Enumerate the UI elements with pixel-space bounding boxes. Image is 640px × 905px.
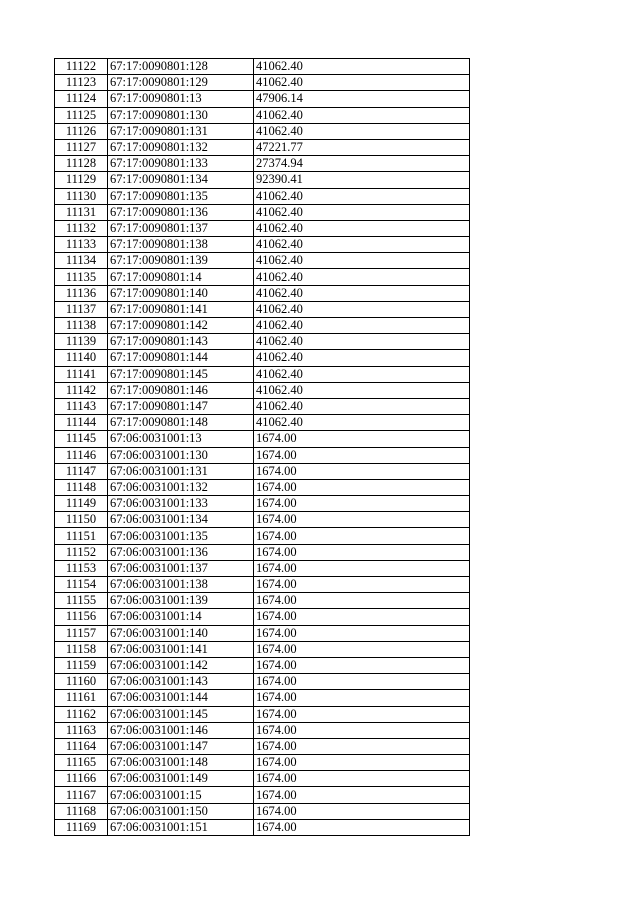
row-number-cell: 11145 xyxy=(55,431,108,447)
table-row xyxy=(55,755,470,771)
row-number-cell: 11135 xyxy=(55,269,108,285)
cadastral-number-cell: 67:17:0090801:132 xyxy=(108,139,254,155)
row-number-cell: 11152 xyxy=(55,544,108,560)
cadastral-number-cell: 67:06:0031001:141 xyxy=(108,641,254,657)
cadastral-value-cell: 41062.40 xyxy=(254,366,470,382)
table-row xyxy=(55,301,470,317)
cadastral-number-cell: 67:06:0031001:149 xyxy=(108,771,254,787)
table-row xyxy=(55,463,470,479)
row-number-cell: 11154 xyxy=(55,577,108,593)
cadastral-number-cell: 67:06:0031001:15 xyxy=(108,787,254,803)
cadastral-value-cell: 1674.00 xyxy=(254,544,470,560)
table-row xyxy=(55,334,470,350)
row-number-cell: 11155 xyxy=(55,593,108,609)
table-row xyxy=(55,59,470,75)
table-row xyxy=(55,819,470,835)
cadastral-value-cell: 1674.00 xyxy=(254,706,470,722)
cadastral-value-cell: 1674.00 xyxy=(254,431,470,447)
table-row xyxy=(55,139,470,155)
cadastral-number-cell: 67:17:0090801:131 xyxy=(108,123,254,139)
cadastral-value-cell: 41062.40 xyxy=(254,107,470,123)
table-row xyxy=(55,771,470,787)
row-number-cell: 11164 xyxy=(55,738,108,754)
cadastral-number-cell: 67:17:0090801:13 xyxy=(108,91,254,107)
row-number-cell: 11130 xyxy=(55,188,108,204)
table-row xyxy=(55,609,470,625)
row-number-cell: 11166 xyxy=(55,771,108,787)
cadastral-value-cell: 1674.00 xyxy=(254,463,470,479)
table-row xyxy=(55,706,470,722)
cadastral-value-cell: 1674.00 xyxy=(254,479,470,495)
cadastral-value-cell: 1674.00 xyxy=(254,674,470,690)
cadastral-number-cell: 67:17:0090801:139 xyxy=(108,253,254,269)
cadastral-number-cell: 67:17:0090801:14 xyxy=(108,269,254,285)
cadastral-value-cell: 41062.40 xyxy=(254,350,470,366)
cadastral-number-cell: 67:17:0090801:136 xyxy=(108,204,254,220)
cadastral-value-cell: 1674.00 xyxy=(254,560,470,576)
row-number-cell: 11129 xyxy=(55,172,108,188)
cadastral-number-cell: 67:06:0031001:148 xyxy=(108,755,254,771)
row-number-cell: 11157 xyxy=(55,625,108,641)
table-row xyxy=(55,237,470,253)
cadastral-value-cell: 1674.00 xyxy=(254,496,470,512)
cadastral-number-cell: 67:06:0031001:145 xyxy=(108,706,254,722)
table-row xyxy=(55,91,470,107)
row-number-cell: 11124 xyxy=(55,91,108,107)
table-row xyxy=(55,690,470,706)
cadastral-number-cell: 67:06:0031001:143 xyxy=(108,674,254,690)
cadastral-value-cell: 1674.00 xyxy=(254,803,470,819)
cadastral-value-cell: 1674.00 xyxy=(254,755,470,771)
cadastral-number-cell: 67:06:0031001:13 xyxy=(108,431,254,447)
cadastral-number-cell: 67:17:0090801:140 xyxy=(108,285,254,301)
cadastral-number-cell: 67:17:0090801:138 xyxy=(108,237,254,253)
cadastral-value-cell: 1674.00 xyxy=(254,609,470,625)
row-number-cell: 11167 xyxy=(55,787,108,803)
cadastral-value-cell: 92390.41 xyxy=(254,172,470,188)
cadastral-number-cell: 67:17:0090801:144 xyxy=(108,350,254,366)
table-row xyxy=(55,479,470,495)
table-row xyxy=(55,188,470,204)
cadastral-value-cell: 1674.00 xyxy=(254,447,470,463)
row-number-cell: 11149 xyxy=(55,496,108,512)
table-row xyxy=(55,593,470,609)
table-row xyxy=(55,366,470,382)
row-number-cell: 11123 xyxy=(55,75,108,91)
table-row xyxy=(55,285,470,301)
cadastral-number-cell: 67:06:0031001:134 xyxy=(108,512,254,528)
table-row xyxy=(55,722,470,738)
row-number-cell: 11138 xyxy=(55,318,108,334)
table-row xyxy=(55,641,470,657)
cadastral-number-cell: 67:06:0031001:138 xyxy=(108,577,254,593)
table-row xyxy=(55,625,470,641)
row-number-cell: 11148 xyxy=(55,479,108,495)
table-row xyxy=(55,220,470,236)
row-number-cell: 11160 xyxy=(55,674,108,690)
row-number-cell: 11156 xyxy=(55,609,108,625)
cadastral-value-cell: 1674.00 xyxy=(254,771,470,787)
cadastral-value-cell: 41062.40 xyxy=(254,59,470,75)
cadastral-value-cell: 1674.00 xyxy=(254,625,470,641)
row-number-cell: 11137 xyxy=(55,301,108,317)
row-number-cell: 11144 xyxy=(55,415,108,431)
table-row xyxy=(55,382,470,398)
table-row xyxy=(55,738,470,754)
row-number-cell: 11158 xyxy=(55,641,108,657)
cadastral-number-cell: 67:17:0090801:133 xyxy=(108,156,254,172)
table-row xyxy=(55,204,470,220)
cadastral-number-cell: 67:06:0031001:132 xyxy=(108,479,254,495)
row-number-cell: 11151 xyxy=(55,528,108,544)
cadastral-value-cell: 1674.00 xyxy=(254,593,470,609)
row-number-cell: 11125 xyxy=(55,107,108,123)
row-number-cell: 11133 xyxy=(55,237,108,253)
cadastral-number-cell: 67:17:0090801:141 xyxy=(108,301,254,317)
row-number-cell: 11161 xyxy=(55,690,108,706)
row-number-cell: 11140 xyxy=(55,350,108,366)
row-number-cell: 11162 xyxy=(55,706,108,722)
cadastral-number-cell: 67:17:0090801:135 xyxy=(108,188,254,204)
cadastral-number-cell: 67:17:0090801:128 xyxy=(108,59,254,75)
cadastral-value-cell: 41062.40 xyxy=(254,123,470,139)
table-row xyxy=(55,787,470,803)
cadastral-number-cell: 67:17:0090801:145 xyxy=(108,366,254,382)
cadastral-number-cell: 67:17:0090801:129 xyxy=(108,75,254,91)
cadastral-value-cell: 41062.40 xyxy=(254,220,470,236)
cadastral-value-table xyxy=(54,58,470,836)
table-body xyxy=(55,59,470,836)
table-row xyxy=(55,447,470,463)
cadastral-number-cell: 67:06:0031001:140 xyxy=(108,625,254,641)
cadastral-number-cell: 67:06:0031001:14 xyxy=(108,609,254,625)
row-number-cell: 11141 xyxy=(55,366,108,382)
cadastral-value-cell: 1674.00 xyxy=(254,657,470,673)
cadastral-value-cell: 41062.40 xyxy=(254,269,470,285)
cadastral-number-cell: 67:17:0090801:137 xyxy=(108,220,254,236)
cadastral-value-cell: 1674.00 xyxy=(254,512,470,528)
table-row xyxy=(55,269,470,285)
cadastral-number-cell: 67:17:0090801:147 xyxy=(108,398,254,414)
cadastral-number-cell: 67:06:0031001:144 xyxy=(108,690,254,706)
cadastral-value-cell: 1674.00 xyxy=(254,577,470,593)
cadastral-value-cell: 41062.40 xyxy=(254,188,470,204)
row-number-cell: 11139 xyxy=(55,334,108,350)
cadastral-number-cell: 67:06:0031001:142 xyxy=(108,657,254,673)
cadastral-value-cell: 1674.00 xyxy=(254,641,470,657)
cadastral-value-cell: 27374.94 xyxy=(254,156,470,172)
cadastral-number-cell: 67:06:0031001:139 xyxy=(108,593,254,609)
table-row xyxy=(55,512,470,528)
table-row xyxy=(55,544,470,560)
row-number-cell: 11142 xyxy=(55,382,108,398)
row-number-cell: 11128 xyxy=(55,156,108,172)
row-number-cell: 11132 xyxy=(55,220,108,236)
row-number-cell: 11150 xyxy=(55,512,108,528)
cadastral-number-cell: 67:06:0031001:135 xyxy=(108,528,254,544)
cadastral-number-cell: 67:17:0090801:146 xyxy=(108,382,254,398)
row-number-cell: 11146 xyxy=(55,447,108,463)
cadastral-number-cell: 67:06:0031001:146 xyxy=(108,722,254,738)
cadastral-value-cell: 41062.40 xyxy=(254,75,470,91)
row-number-cell: 11134 xyxy=(55,253,108,269)
cadastral-value-cell: 41062.40 xyxy=(254,334,470,350)
cadastral-number-cell: 67:06:0031001:130 xyxy=(108,447,254,463)
table-row xyxy=(55,577,470,593)
table-row xyxy=(55,674,470,690)
table-row xyxy=(55,123,470,139)
table-row xyxy=(55,496,470,512)
cadastral-value-cell: 1674.00 xyxy=(254,690,470,706)
row-number-cell: 11153 xyxy=(55,560,108,576)
row-number-cell: 11169 xyxy=(55,819,108,835)
cadastral-value-cell: 41062.40 xyxy=(254,415,470,431)
cadastral-value-cell: 1674.00 xyxy=(254,738,470,754)
table-row xyxy=(55,803,470,819)
cadastral-value-cell: 41062.40 xyxy=(254,382,470,398)
cadastral-value-cell: 41062.40 xyxy=(254,301,470,317)
cadastral-value-cell: 1674.00 xyxy=(254,819,470,835)
cadastral-number-cell: 67:06:0031001:131 xyxy=(108,463,254,479)
table-row xyxy=(55,528,470,544)
table-row xyxy=(55,431,470,447)
cadastral-value-cell: 41062.40 xyxy=(254,285,470,301)
cadastral-value-cell: 41062.40 xyxy=(254,237,470,253)
cadastral-number-cell: 67:06:0031001:137 xyxy=(108,560,254,576)
row-number-cell: 11126 xyxy=(55,123,108,139)
cadastral-value-cell: 41062.40 xyxy=(254,253,470,269)
row-number-cell: 11122 xyxy=(55,59,108,75)
table-row xyxy=(55,415,470,431)
table-row xyxy=(55,657,470,673)
cadastral-value-cell: 1674.00 xyxy=(254,722,470,738)
cadastral-number-cell: 67:06:0031001:147 xyxy=(108,738,254,754)
row-number-cell: 11143 xyxy=(55,398,108,414)
cadastral-value-cell: 1674.00 xyxy=(254,787,470,803)
cadastral-value-cell: 47221.77 xyxy=(254,139,470,155)
cadastral-number-cell: 67:17:0090801:148 xyxy=(108,415,254,431)
cadastral-number-cell: 67:06:0031001:136 xyxy=(108,544,254,560)
cadastral-number-cell: 67:17:0090801:143 xyxy=(108,334,254,350)
row-number-cell: 11136 xyxy=(55,285,108,301)
cadastral-number-cell: 67:17:0090801:130 xyxy=(108,107,254,123)
row-number-cell: 11131 xyxy=(55,204,108,220)
cadastral-value-cell: 1674.00 xyxy=(254,528,470,544)
cadastral-number-cell: 67:17:0090801:134 xyxy=(108,172,254,188)
cadastral-number-cell: 67:06:0031001:133 xyxy=(108,496,254,512)
cadastral-value-cell: 41062.40 xyxy=(254,398,470,414)
cadastral-value-cell: 41062.40 xyxy=(254,204,470,220)
cadastral-value-cell: 41062.40 xyxy=(254,318,470,334)
table-row xyxy=(55,398,470,414)
row-number-cell: 11165 xyxy=(55,755,108,771)
table-row xyxy=(55,107,470,123)
cadastral-number-cell: 67:06:0031001:150 xyxy=(108,803,254,819)
table-row xyxy=(55,172,470,188)
table-row xyxy=(55,75,470,91)
cadastral-number-cell: 67:06:0031001:151 xyxy=(108,819,254,835)
row-number-cell: 11163 xyxy=(55,722,108,738)
row-number-cell: 11159 xyxy=(55,657,108,673)
cadastral-value-cell: 47906.14 xyxy=(254,91,470,107)
table-row xyxy=(55,156,470,172)
row-number-cell: 11168 xyxy=(55,803,108,819)
row-number-cell: 11147 xyxy=(55,463,108,479)
table-row xyxy=(55,560,470,576)
table-row xyxy=(55,350,470,366)
cadastral-number-cell: 67:17:0090801:142 xyxy=(108,318,254,334)
table-row xyxy=(55,253,470,269)
row-number-cell: 11127 xyxy=(55,139,108,155)
table-row xyxy=(55,318,470,334)
